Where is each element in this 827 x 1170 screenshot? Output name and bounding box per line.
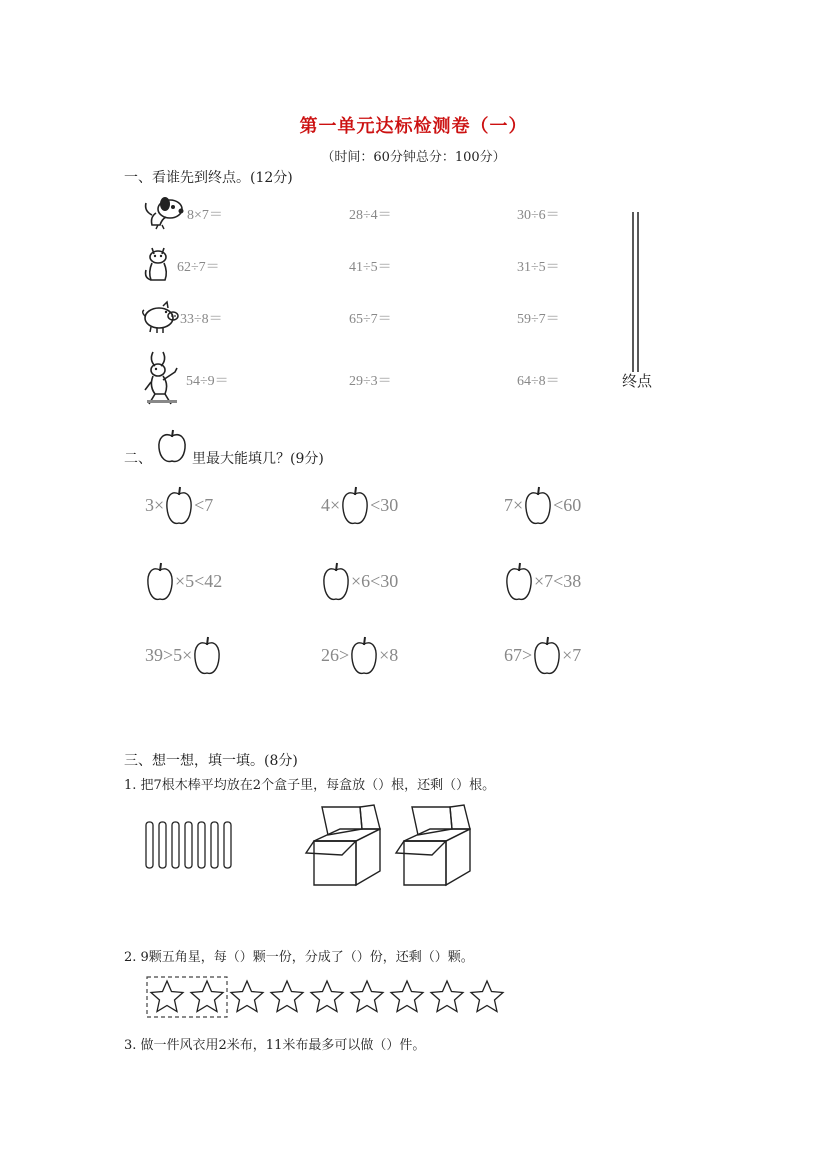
sticks-illustration bbox=[144, 820, 236, 874]
apple-inequality bbox=[321, 634, 398, 676]
apple-inequality bbox=[504, 484, 581, 526]
inequality-right: <30 bbox=[370, 494, 399, 515]
dog-icon bbox=[140, 195, 186, 235]
inequality-right: ×8 bbox=[379, 644, 399, 665]
apple-blank-icon[interactable] bbox=[504, 560, 534, 602]
apple-inequality bbox=[504, 634, 581, 676]
apple-blank-icon[interactable] bbox=[340, 484, 370, 526]
apple-inequality bbox=[504, 560, 581, 602]
apple-icon bbox=[156, 428, 188, 468]
inequality-right: ×5<42 bbox=[175, 570, 223, 591]
inequality-left: 3× bbox=[145, 494, 165, 515]
section1-heading: 一、看谁先到终点。(12分) bbox=[124, 170, 293, 186]
box-icon bbox=[392, 803, 476, 893]
apple-blank-icon[interactable] bbox=[164, 484, 194, 526]
equation: 59÷7＝ bbox=[517, 312, 560, 327]
equation: 41÷5＝ bbox=[349, 260, 392, 275]
equation: 64÷8＝ bbox=[517, 374, 560, 389]
question-2: 2. 9颗五角星，每（）颗一份，分成了（）份，还剩（）颗。 bbox=[124, 950, 474, 965]
equation: 62÷7＝ bbox=[177, 260, 220, 275]
apple-inequality bbox=[145, 634, 222, 676]
cat-icon bbox=[142, 244, 178, 288]
inequality-left: 7× bbox=[504, 494, 524, 515]
stars-illustration bbox=[146, 976, 506, 1022]
inequality-right: ×7<38 bbox=[534, 570, 582, 591]
inequality-left: 26> bbox=[321, 644, 350, 665]
equation: 8×7＝ bbox=[187, 208, 223, 223]
exam-info: （时间：60分钟总分：100分） bbox=[321, 150, 506, 165]
apple-blank-icon[interactable] bbox=[532, 634, 562, 676]
finish-label: 终点 bbox=[622, 372, 653, 390]
apple-blank-icon[interactable] bbox=[145, 560, 175, 602]
inequality-right: <60 bbox=[553, 494, 582, 515]
inequality-left: 67> bbox=[504, 644, 533, 665]
question-1: 1. 把7根木棒平均放在2个盒子里，每盒放（）根，还剩（）根。 bbox=[124, 778, 496, 793]
apple-blank-icon[interactable] bbox=[321, 560, 351, 602]
pig-icon bbox=[141, 298, 181, 338]
equation: 31÷5＝ bbox=[517, 260, 560, 275]
apple-blank-icon[interactable] bbox=[523, 484, 553, 526]
apple-inequality bbox=[321, 560, 398, 602]
inequality-left: 4× bbox=[321, 494, 341, 515]
section3-heading: 三、想一想，填一填。(8分) bbox=[124, 753, 298, 769]
equation: 30÷6＝ bbox=[517, 208, 560, 223]
section2-heading-prefix: 二、 bbox=[124, 451, 152, 467]
equation: 65÷7＝ bbox=[349, 312, 392, 327]
apple-blank-icon[interactable] bbox=[349, 634, 379, 676]
section2-heading-suffix: 里最大能填几？(9分) bbox=[192, 451, 324, 467]
equation: 54÷9＝ bbox=[186, 374, 229, 389]
rabbit-icon bbox=[143, 350, 183, 410]
page-title: 第一单元达标检测卷（一） bbox=[299, 116, 528, 137]
equation: 29÷3＝ bbox=[349, 374, 392, 389]
box-icon bbox=[302, 803, 386, 893]
inequality-right: <7 bbox=[194, 494, 214, 515]
equation: 28÷4＝ bbox=[349, 208, 392, 223]
equation: 33÷8＝ bbox=[180, 312, 223, 327]
apple-blank-icon[interactable] bbox=[192, 634, 222, 676]
inequality-left: 39>5× bbox=[145, 644, 193, 665]
inequality-right: ×7 bbox=[562, 644, 582, 665]
apple-inequality bbox=[145, 484, 213, 526]
inequality-right: ×6<30 bbox=[351, 570, 399, 591]
apple-inequality bbox=[321, 484, 398, 526]
finish-line bbox=[631, 212, 641, 376]
question-3: 3. 做一件风衣用2米布，11米布最多可以做（）件。 bbox=[124, 1038, 426, 1053]
apple-inequality bbox=[145, 560, 222, 602]
